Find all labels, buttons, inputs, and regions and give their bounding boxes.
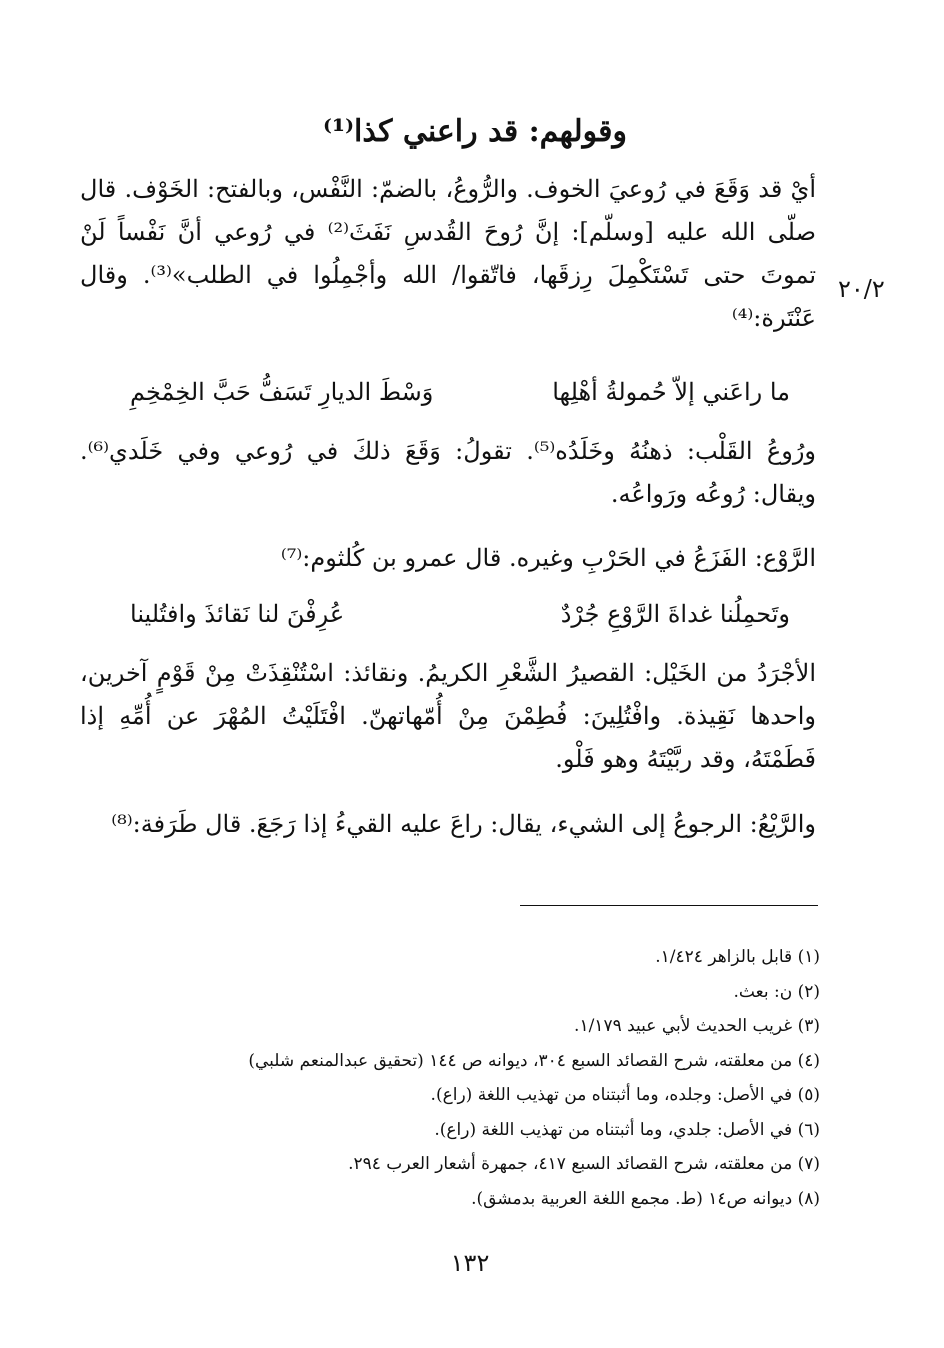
footnote-4: (٤) من معلقته، شرح القصائد السبع ٣٠٤، ديوانه ص ١٤٤ (تحقيق عبدالمنعم شلبي) [248,1050,820,1071]
paragraph-2: ورُوعُ القَلْب: ذهنُهُ وخَلَدُه⁽⁵⁾. تقولُ: وَقَعَ ذلكَ في رُوعي وفي خَلَدي⁽⁶⁾. ويقال: رُوعُه ورَواعُه. [80,437,816,508]
margin-reference: ٢٠/٢ [838,275,885,303]
footnotes [150,940,820,1216]
footnote-separator [520,905,818,906]
poem-2-second-hemistich: عُرِفْنَ لنا نَقائذَ وافتُلينا [130,600,345,628]
footnote-3: (٣) غريب الحديث لأبي عبيد ١/١٧٩. [574,1016,820,1036]
page-title: وقولهم: قد راعني كذا⁽¹⁾ [323,114,627,149]
poem-line-2 [130,594,790,634]
footnote-7: (٧) من معلقته، شرح القصائد السبع ٤١٧، جمهرة أشعار العرب ٢٩٤. [348,1154,820,1174]
footnote-1: (١) قابل بالزاهر ١/٤٢٤. [655,947,820,967]
paragraph-3: الرَّوْع: الفَزَعُ في الحَرْبِ وغيره. قال عمرو بن كُلثوم:⁽⁷⁾ [280,544,816,572]
poem-line-1 [130,372,790,412]
footnote-2: (٢) ن: بعث. [733,981,820,1002]
paragraph-1: أيْ قد وَقَعَ في رُوعيَ الخوف. والرُّوعُ، بالضمّ: النَّفْس، وبالفتح: الخَوْف. قال صلّى الله عليه [وسلّم]: إنَّ رُوحَ القُدسِ نَفَثَ⁽²⁾ في رُوعي أنَّ نَفْساً لَنْ تموتَ حتى تَسْتَكْمِلَ رِزقَها، فاتّقوا/ الله وأجْمِلُوا في الطلب»⁽³⁾. وقال عَنْتَرة:⁽⁴⁾ [80,175,817,332]
footnote-8: (٨) ديوانه ص١٤ (ط. مجمع اللغة العربية بدمشق). [471,1188,820,1209]
page-number: ١٣٢ [450,1249,490,1277]
poem-1-first-hemistich: ما راعَني إلاّ حُمولةُ أهْلِها [552,378,790,406]
footnote-5: (٥) في الأصل: وجلده، وما أثبتناه من تهذيب اللغة (راع). [430,1085,820,1105]
footnote-6: (٦) في الأصل: جلدي، وما أثبتناه من تهذيب اللغة (راع). [434,1119,820,1140]
paragraph-4: الأجْرَدُ من الخَيْل: القصيرُ الشَّعْرِ الكريمُ. ونقائذ: اسْتُنْقِذَتْ مِنْ قَوْمٍ آخرين، واحدها نَقِيذة. وافْتُلِينَ: فُطِمْنَ مِنْ أُمّهاتهنّ. افْتَلَيْتُ المُهْرَ عن أُمِّهِ إذا فَطَمْتَهُ، وقد ربَّيْتَهُ وهو فَلْو. [80,659,816,773]
poem-1-second-hemistich: وَسْطَ الديارِ تَسَفُّ حَبَّ الخِمْخِمِ [130,378,434,406]
poem-2-first-hemistich: وتَحمِلُنا غداةَ الرَّوْعِ جُرْدٌ [560,600,790,628]
paragraph-5: والرَّيْعُ: الرجوعُ إلى الشيء، يقال: راعَ عليه القيءُ إذا رَجَعَ. قال طَرَفة:⁽⁸⁾ [111,810,816,838]
